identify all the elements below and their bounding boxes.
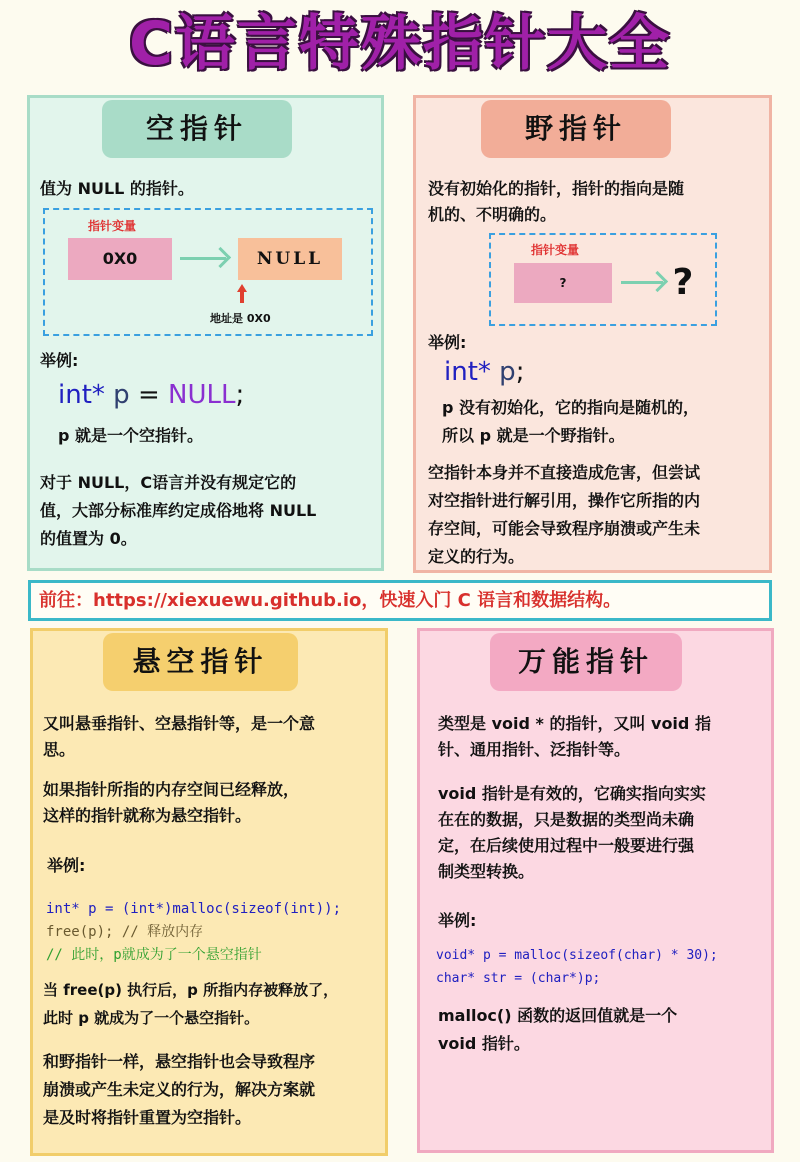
up-arrow-shaft [240, 291, 244, 303]
code-semi: ; [235, 380, 245, 410]
description-line: void 指针是有效的，它确实指向实实 [438, 784, 706, 803]
section-heading: 万能指针 [490, 633, 682, 691]
code-eq: = [137, 380, 160, 410]
dangling-pointer-panel [30, 628, 388, 1156]
description-line: 制类型转换。 [438, 862, 535, 881]
note-line: 存空间，可能会导致程序崩溃或产生未 [428, 519, 701, 538]
description-line: 机的、不明确的。 [428, 205, 557, 224]
code-type: int* [58, 380, 105, 410]
code-semi: ; [515, 357, 525, 387]
example-label: 举例: [47, 856, 86, 875]
diagram-var-label: 指针变量 [531, 243, 580, 257]
code-example [444, 356, 524, 388]
note-line: 和野指针一样，悬空指针也会导致程序 [43, 1052, 316, 1071]
description-line: 类型是 void * 的指针，又叫 void 指 [438, 714, 711, 733]
description-line: 针、通用指针、泛指针等。 [438, 740, 631, 759]
example-label: 举例: [428, 333, 467, 352]
section-heading: 野指针 [481, 100, 671, 158]
description-line: 定，在后续使用过程中一般要进行强 [438, 836, 695, 855]
note-line: 此时 p 就成为了一个悬空指针。 [43, 1009, 260, 1027]
description: 值为 NULL 的指针。 [40, 179, 194, 198]
wild-pointer-panel [413, 95, 772, 573]
code-line: char* str = (char*)p; [436, 971, 601, 986]
code-line: void* p = malloc(sizeof(char) * 30); [436, 948, 718, 963]
description-line: 又叫悬垂指针、空悬指针等，是一个意 [43, 714, 316, 733]
website-banner[interactable] [28, 580, 772, 621]
pointer-value-box: ? [514, 263, 612, 303]
example-label: 举例: [438, 911, 477, 930]
banner-text[interactable]: 前往：https://xiexuewu.github.io，快速入门 C 语言和数据结构。 [39, 590, 622, 611]
description-line: 如果指针所指的内存空间已经释放， [43, 780, 300, 799]
section-heading: 悬空指针 [103, 633, 298, 691]
note-line: 崩溃或产生未定义的行为，解决方案就 [43, 1080, 316, 1099]
note-line: 的值置为 0。 [40, 529, 137, 548]
code-comment: // 此时，p就成为了一个悬空指针 [46, 947, 262, 963]
null-pointer-panel [27, 95, 384, 571]
code-note-line: p 没有初始化，它的指向是随机的， [442, 398, 700, 417]
void-pointer-panel [417, 628, 774, 1153]
note-line: 值，大部分标准库约定成俗地将 NULL [40, 501, 317, 520]
note-line: void 指针。 [438, 1034, 530, 1053]
pointer-value-box: 0X0 [68, 238, 172, 280]
null-target-box: NULL [238, 238, 342, 280]
note-line: malloc() 函数的返回值就是一个 [438, 1006, 678, 1025]
code-note-line: 所以 p 就是一个野指针。 [442, 426, 625, 445]
description-line: 没有初始化的指针，指针的指向是随 [428, 179, 685, 198]
code-line: free(p); // 释放内存 [46, 924, 204, 940]
code-note: p 就是一个空指针。 [58, 426, 204, 445]
note-line: 空指针本身并不直接造成危害，但尝试 [428, 463, 701, 482]
code-line: int* p = (int*)malloc(sizeof(int)); [46, 901, 342, 917]
note-line: 是及时将指针重置为空指针。 [43, 1108, 252, 1127]
unknown-target: ? [672, 262, 694, 303]
code-null: NULL [168, 380, 236, 410]
arrow-icon [180, 257, 226, 260]
note-line: 对空指针进行解引用，操作它所指的内 [428, 491, 701, 510]
description-line: 这样的指针就称为悬空指针。 [43, 806, 252, 825]
code-var: p [499, 357, 516, 387]
description-line: 在在的数据，只是数据的类型尚未确 [438, 810, 695, 829]
code-example [58, 379, 244, 411]
note-line: 定义的行为。 [428, 547, 525, 566]
page-title: C语言特殊指针大全 [128, 9, 672, 79]
note-line: 当 free(p) 执行后，p 所指内存被释放了， [43, 981, 339, 999]
code-type: int* [444, 357, 491, 387]
example-label: 举例: [40, 351, 79, 370]
address-label: 地址是 0X0 [210, 312, 271, 325]
code-var: p [113, 380, 130, 410]
note-line: 对于 NULL，C语言并没有规定它的 [40, 473, 297, 492]
description-line: 思。 [43, 740, 76, 759]
section-heading: 空指针 [102, 100, 292, 158]
diagram-var-label: 指针变量 [88, 219, 137, 233]
arrow-icon [621, 281, 663, 284]
